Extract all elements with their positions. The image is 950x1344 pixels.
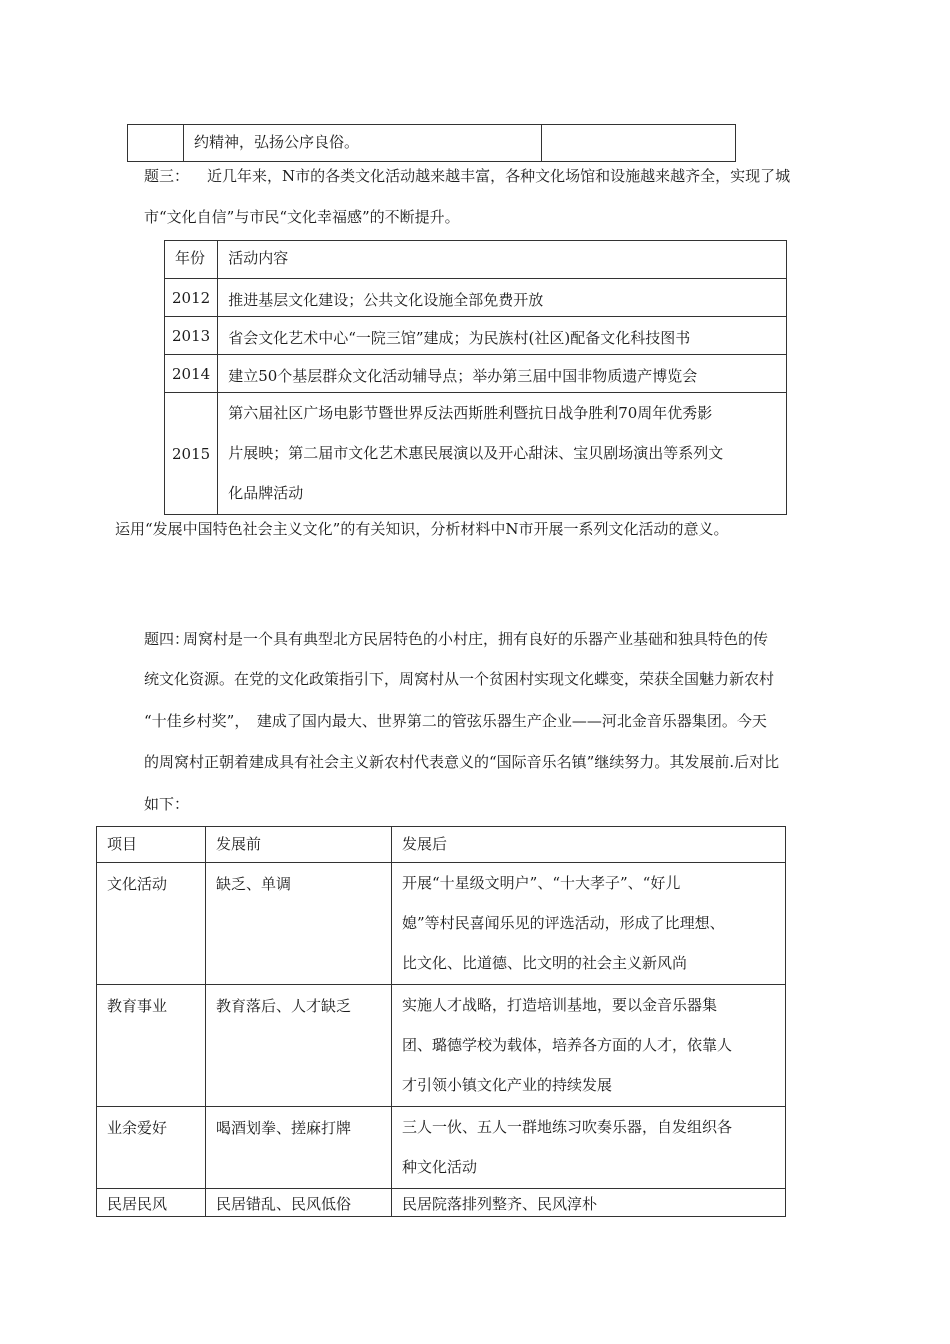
content-cell: 建立50个基层群众文化活动辅导点；举办第三届中国非物质遗产博览会	[218, 355, 787, 393]
q4-line: 如下：	[144, 795, 190, 813]
q4-line: “十佳乡村奖”， 建成了国内最大、世界第二的管弦乐器生产企业——河北金音乐器集团。今天	[144, 712, 767, 730]
after-cell	[392, 863, 786, 985]
item-cell: 教育事业	[97, 985, 206, 1107]
q4-line: 的周窝村正朝着建成具有社会主义新农村代表意义的“国际音乐名镇”继续努力。其发展前.后对比	[144, 753, 780, 771]
table-row	[97, 827, 786, 863]
table-header: 发展后	[392, 827, 786, 863]
item-cell: 业余爱好	[97, 1107, 206, 1189]
table-row	[165, 355, 787, 393]
q3-label: 题三：	[144, 167, 190, 185]
q4-line: 统文化资源。在党的文化政策指引下，周窝村从一个贫困村实现文化蝶变，荣获全国魅力新农村	[144, 670, 775, 688]
table-row	[165, 393, 787, 515]
top-table	[127, 124, 736, 162]
q3-line: 近几年来，N市的各类文化活动越来越丰富，各种文化场馆和设施越来越齐全，实现了城	[207, 167, 791, 185]
q4-table	[96, 826, 786, 1217]
content-line: 第六届社区广场电影节暨世界反法西斯胜利暨抗日战争胜利70周年优秀影	[228, 404, 713, 422]
after-line: 才引领小镇文化产业的持续发展	[402, 1076, 613, 1094]
table-row	[97, 863, 786, 985]
after-line: 种文化活动	[402, 1158, 478, 1176]
before-cell: 民居错乱、民风低俗	[206, 1189, 392, 1217]
table-header: 年份	[165, 241, 218, 279]
after-cell: 民居院落排列整齐、民风淳朴	[392, 1189, 786, 1217]
after-line: 比文化、比道德、比文明的社会主义新风尚	[402, 954, 688, 972]
item-cell: 文化活动	[97, 863, 206, 985]
after-cell	[392, 985, 786, 1107]
table-cell	[542, 125, 736, 162]
after-cell	[392, 1107, 786, 1189]
item-cell: 民居民风	[97, 1189, 206, 1217]
q4-label: 题四：	[144, 630, 190, 648]
table-row	[165, 279, 787, 317]
q4-line: 周窝村是一个具有典型北方民居特色的小村庄，拥有良好的乐器产业基础和独具特色的传	[183, 630, 769, 648]
content-cell: 省会文化艺术中心“一院三馆”建成；为民族村(社区)配备文化科技图书	[218, 317, 787, 355]
table-row	[97, 1189, 786, 1217]
year-cell: 2014	[165, 355, 218, 393]
table-cell	[128, 125, 184, 162]
table-header: 项目	[97, 827, 206, 863]
table-row	[97, 1107, 786, 1189]
table-row	[128, 125, 736, 162]
content-cell: 推进基层文化建设；公共文化设施全部免费开放	[218, 279, 787, 317]
table-header: 发展前	[206, 827, 392, 863]
content-line: 片展映；第二届市文化艺术惠民展演以及开心甜沫、宝贝剧场演出等系列文	[228, 444, 724, 462]
content-cell	[218, 393, 787, 515]
table-cell: 约精神，弘扬公序良俗。	[184, 125, 542, 162]
before-cell: 教育落后、人才缺乏	[206, 985, 392, 1107]
q3-question: 运用“发展中国特色社会主义文化”的有关知识，分析材料中N市开展一系列文化活动的意义。	[115, 520, 729, 538]
before-cell: 喝酒划拳、搓麻打牌	[206, 1107, 392, 1189]
year-cell: 2013	[165, 317, 218, 355]
q3-line: 市“文化自信”与市民“文化幸福感”的不断提升。	[144, 208, 460, 226]
content-line: 化品牌活动	[228, 484, 304, 502]
after-line: 团、璐德学校为载体，培养各方面的人才，依靠人	[402, 1036, 733, 1054]
year-cell: 2012	[165, 279, 218, 317]
after-line: 开展“十星级文明户”、“十大孝子”、“好儿	[402, 874, 681, 892]
q3-table	[164, 240, 787, 515]
table-row	[165, 241, 787, 279]
after-line: 媳”等村民喜闻乐见的评选活动，形成了比理想、	[402, 914, 725, 932]
table-header: 活动内容	[218, 241, 787, 279]
table-row	[97, 985, 786, 1107]
year-cell: 2015	[165, 393, 218, 515]
before-cell: 缺乏、单调	[206, 863, 392, 985]
after-line: 三人一伙、五人一群地练习吹奏乐器，自发组织各	[402, 1118, 733, 1136]
after-line: 实施人才战略，打造培训基地，要以金音乐器集	[402, 996, 718, 1014]
table-row	[165, 317, 787, 355]
